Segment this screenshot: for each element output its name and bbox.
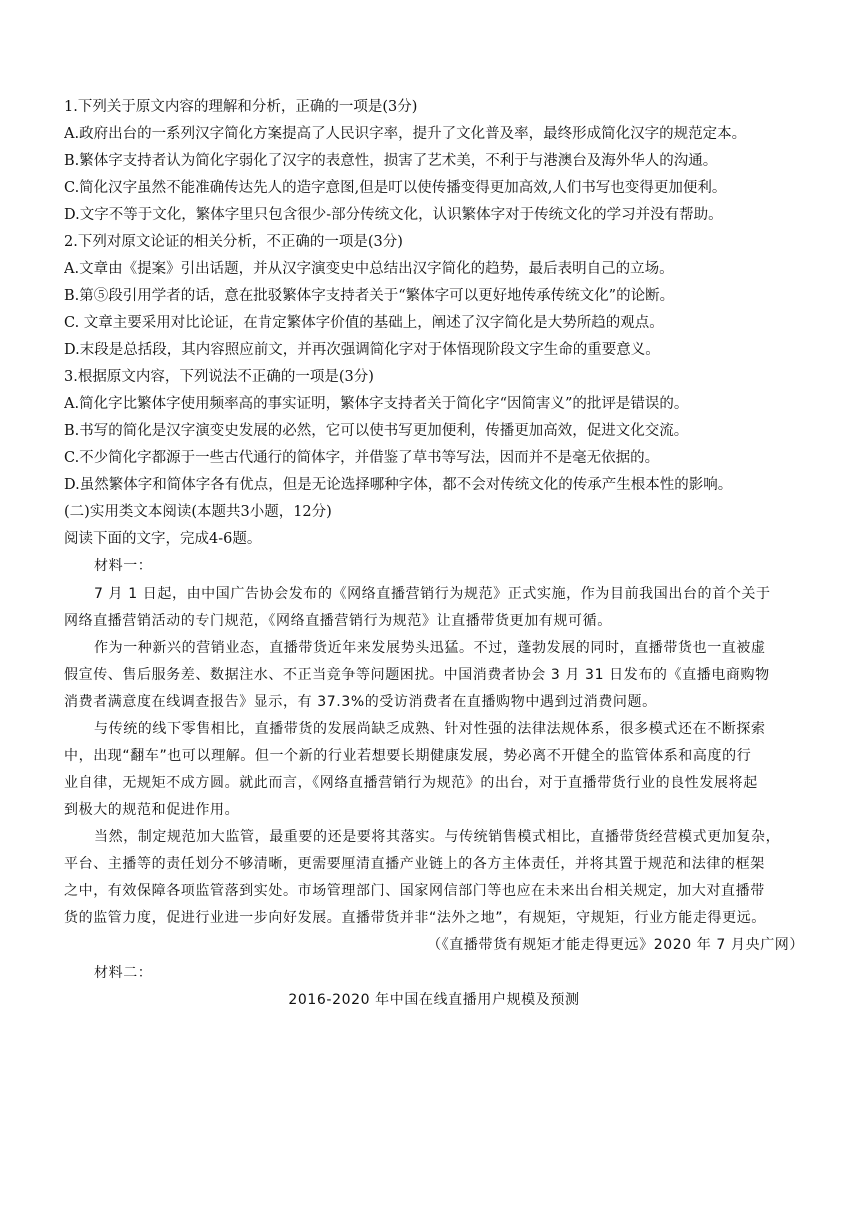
paragraph-line: 消费者满意度在线调查报告》显示，有 37.3%的受访消费者在直播购物中遇到过消费问题。 [64,694,657,710]
q3-option-b: B.书写的简化是汉字演变史发展的必然，它可以使书写更加便利，传播更加高效，促进文化交流。 [64,423,689,439]
q2-option-d: D.末段是总括段，其内容照应前文，并再次强调简化字对于体悟现阶段文字生命的重要意义。 [64,342,660,358]
paragraph-line: 业自律，无规矩不成方圆。就此而言，《网络直播营销行为规范》的出台，对于直播带货行业的良性发展将起 [64,775,758,791]
q2-option-b: B.第⑤段引用学者的话，意在批驳繁体字支持者关于“繁体字可以更好地传承传统文化”的论断。 [64,288,675,304]
paragraph-line: 货的监管力度，促进行业进一步向好发展。直播带货并非“法外之地”，有规矩，守规矩，行业方能走得更远。 [64,910,766,926]
q1-option-a: A.政府出台的一系列汉字简化方案提高了人民识字率，提升了文化普及率，最终形成简化汉字的规范定本。 [64,126,747,142]
q2-option-c: C. 文章主要采用对比论证，在肯定繁体字价值的基础上，阐述了汉字简化是大势所趋的观点。 [64,315,664,331]
q2-stem: 2.下列对原文论证的相关分析，不正确的一项是(3分) [64,234,403,250]
paragraph-line: 网络直播营销活动的专门规范，《网络直播营销行为规范》让直播带货更加有规可循。 [64,613,612,629]
q3-option-a: A.简化字比繁体字使用频率高的事实证明，繁体字支持者关于简化字“因简害义”的批评是错误的。 [64,396,689,412]
chart-title: 2016-2020 年中国在线直播用户规模及预测 [288,992,580,1008]
q1-option-b: B.繁体字支持者认为简化字弱化了汉字的表意性，损害了艺术美，不利于与港澳台及海外华人的沟通。 [64,153,718,169]
q3-option-c: C.不少简化字都源于一些古代通行的简体字，并借鉴了草书等写法，因而并不是毫无依据的。 [64,450,660,466]
q3-stem: 3.根据原文内容，下列说法不正确的一项是(3分) [64,369,374,385]
q2-option-a: A.文章由《提案》引出话题，并从汉字演变史中总结出汉字简化的趋势，最后表明自己的立场。 [64,261,674,277]
section-heading: (二)实用类文本阅读(本题共3小题，12分) [64,504,332,520]
q1-stem: 1.下列关于原文内容的理解和分析，正确的一项是(3分) [64,99,418,115]
section-instruction: 阅读下面的文字，完成4-6题。 [64,531,262,547]
material2-label: 材料二： [94,965,153,981]
paragraph-line: 当然，制定规范加大监管，最重要的还是要将其落实。与传统销售模式相比，直播带货经营模式更加复杂， [94,829,781,845]
material1-source: （《直播带货有规矩才能走得更远》2020 年 7 月央广网） [427,937,804,953]
paragraph-line: 与传统的线下零售相比，直播带货的发展尚缺乏成熟、针对性强的法律法规体系，很多模式还在不断探索 [94,721,766,737]
paragraph-line: 7 月 1 日起，由中国广告协会发布的《网络直播营销行为规范》正式实施，作为目前我国出台的首个关于 [94,586,771,602]
q1-option-c: C.简化汉字虽然不能准确传达先人的造字意图,但是叮以使传播变得更加高效,人们书写也变得更加便利。 [64,180,727,196]
paragraph-line: 平台、主播等的责任划分不够清晰，更需要厘清直播产业链上的各方主体责任，并将其置于规范和法律的框架 [64,856,765,872]
paragraph-line: 到极大的规范和促进作用。 [64,802,240,818]
q3-option-d: D.虽然繁体字和简体字各有优点，但是无论选择哪种字体，都不会对传统文化的传承产生根本性的影响。 [64,477,733,493]
q1-option-d: D.文字不等于文化，繁体字里只包含很少-部分传统文化，认识繁体字对于传统文化的学习并没有帮助。 [64,207,723,223]
material1-label: 材料一： [94,558,153,574]
paragraph-line: 作为一种新兴的营销业态，直播带货近年来发展势头迅猛。不过，蓬勃发展的同时，直播带货也一直被虚 [94,640,766,656]
paragraph-line: 之中，有效保障各项监管落到实处。市场管理部门、国家网信部门等也应在未来出台相关规定，加大对直播带 [64,883,765,899]
paragraph-line: 假宣传、售后服务差、数据注水、不正当竞争等问题困扰。中国消费者协会 3 月 31 日发布的《直播电商购物 [64,667,770,683]
paragraph-line: 中，出现“翻车”也可以理解。但一个新的行业若想要长期健康发展，势必离不开健全的监管体系和高度的行 [64,748,752,764]
